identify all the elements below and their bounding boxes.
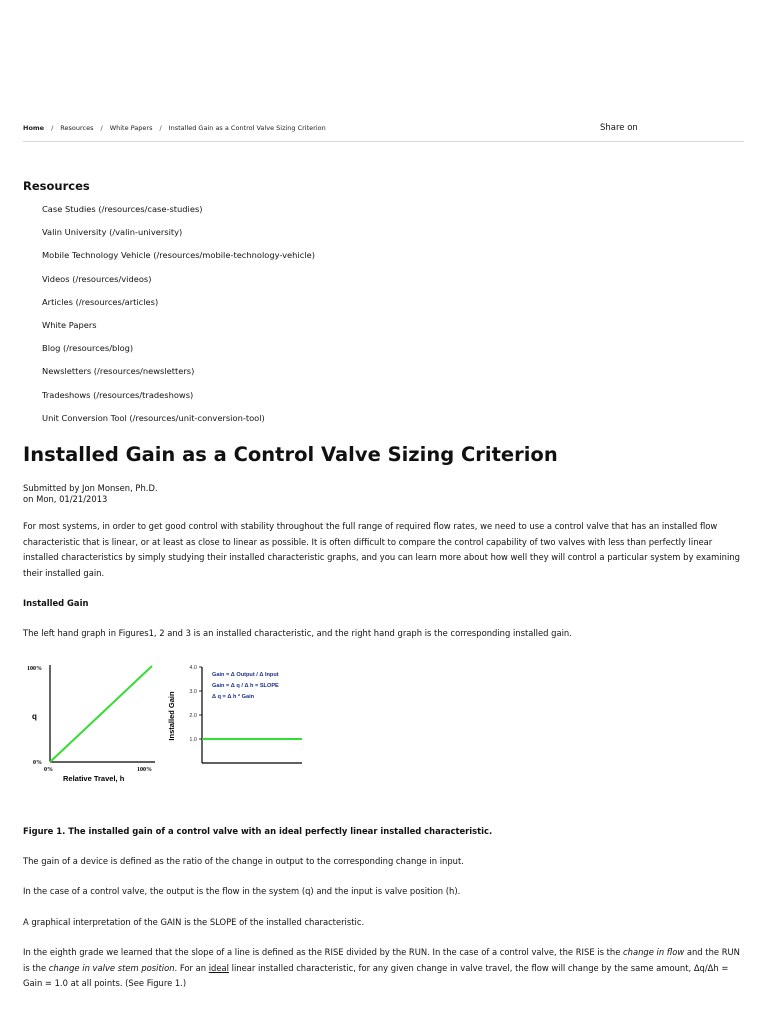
gain-legend xyxy=(212,672,279,700)
resource-link-mobile-technology-vehicle[interactable]: Mobile Technology Vehicle (/resources/mobile-technology-vehicle) xyxy=(42,250,315,261)
installed-characteristic-line xyxy=(50,666,152,762)
breadcrumb-white-papers-link[interactable]: White Papers xyxy=(109,124,153,132)
breadcrumb-separator: / xyxy=(159,124,162,132)
right-y-ticks xyxy=(189,665,202,743)
resource-link-case-studies[interactable]: Case Studies (/resources/case-studies) xyxy=(42,204,203,214)
gain-legend-line-2: Gain = Δ q / Δ h = SLOPE xyxy=(212,683,279,689)
right-y-tick-label: 1.0 xyxy=(189,737,197,743)
resources-item xyxy=(42,365,315,388)
right-y-tick-label: 3.0 xyxy=(189,689,197,695)
resource-current-white-papers[interactable]: White Papers xyxy=(42,319,97,330)
resources-item xyxy=(42,226,315,249)
resource-link-articles[interactable]: Articles (/resources/articles) xyxy=(42,296,159,307)
breadcrumb-resources-link[interactable]: Resources xyxy=(60,124,94,132)
article-author: Submitted by Jon Monsen, Ph.D. xyxy=(23,483,158,493)
article-paragraph-gain-definition: The gain of a device is defined as the ratio of the change in output to the corresponding change in input. xyxy=(23,856,464,866)
resource-link-unit-conversion-tool[interactable]: Unit Conversion Tool (/resources/unit-conversion-tool) xyxy=(42,412,265,423)
resources-heading: Resources xyxy=(23,179,90,193)
article-paragraph-slope: A graphical interpretation of the GAIN is the SLOPE of the installed characteristic. xyxy=(23,917,365,927)
article-meta xyxy=(23,483,158,505)
left-x-tick-left: 0% xyxy=(44,767,53,773)
article-title: Installed Gain as a Control Valve Sizing Criterion xyxy=(23,443,558,466)
share-on-label[interactable]: Share on xyxy=(600,123,638,133)
rise-run-text-2: and the RUN is the xyxy=(23,947,740,973)
right-y-axis-label: Installed Gain xyxy=(167,691,176,741)
resources-item xyxy=(42,296,315,319)
breadcrumb xyxy=(23,124,326,132)
breadcrumb-separator: / xyxy=(51,124,54,132)
resource-link-tradeshows[interactable]: Tradeshows (/resources/tradeshows) xyxy=(42,389,194,400)
article-paragraph-rise-run xyxy=(23,945,745,992)
resources-item xyxy=(42,412,315,435)
rise-run-emphasis-flow: change in flow xyxy=(623,947,685,957)
installed-characteristic-graph xyxy=(27,665,155,783)
resource-link-newsletters[interactable]: Newsletters (/resources/newsletters) xyxy=(42,366,195,377)
resource-link-blog[interactable]: Blog (/resources/blog) xyxy=(42,343,134,354)
article-paragraph-valve-output: In the case of a control valve, the output is the flow in the system (q) and the input is valve position (h). xyxy=(23,886,461,896)
breadcrumb-home-link[interactable]: Home xyxy=(23,124,45,132)
breadcrumb-current-page: Installed Gain as a Control Valve Sizing Criterion xyxy=(168,124,326,132)
section-intro: The left hand graph in Figures1, 2 and 3 is an installed characteristic, and the right hand graph is the corresponding installed gain. xyxy=(23,628,572,638)
figure-1 xyxy=(22,658,322,788)
left-x-axis-label: Relative Travel, h xyxy=(63,774,125,783)
installed-gain-graph xyxy=(167,665,302,763)
resources-item xyxy=(42,273,315,296)
left-y-tick-top: 100% xyxy=(27,666,42,672)
right-y-tick-label: 2.0 xyxy=(189,713,197,719)
rise-run-text-4: linear installed characteristic, for any given change in valve travel, the flow will change by the same amount, Δq/Δh = Gain = 1.0 at all points. (See Figure 1.) xyxy=(23,962,729,989)
section-heading-installed-gain: Installed Gain xyxy=(23,598,89,608)
resources-item xyxy=(42,319,315,342)
gain-legend-line-3: Δ q = Δ h * Gain xyxy=(212,694,255,700)
article-date: on Mon, 01/21/2013 xyxy=(23,494,108,504)
resources-item xyxy=(42,342,315,365)
rise-run-underline-ideal: ideal xyxy=(208,962,229,973)
resources-item xyxy=(42,249,315,272)
resources-list xyxy=(42,203,315,435)
resources-item xyxy=(42,203,315,226)
left-x-tick-right: 100% xyxy=(137,767,152,773)
rise-run-text-3: . For an xyxy=(174,962,209,973)
gain-legend-line-1: Gain = Δ Output / Δ Input xyxy=(212,672,279,678)
rise-run-emphasis-stem: change in valve stem position xyxy=(48,962,175,973)
rise-run-text-1: In the eighth grade we learned that the slope of a line is defined as the RISE divided by the RUN. In the case of a control valve, the RISE is the xyxy=(23,947,624,957)
right-y-tick-label: 4.0 xyxy=(189,665,197,671)
left-y-axis-label: q xyxy=(32,712,37,721)
figure-1-graphs xyxy=(22,658,322,788)
resource-link-valin-university[interactable]: Valin University (/valin-university) xyxy=(42,227,183,238)
left-y-tick-bottom: 0% xyxy=(33,760,42,766)
breadcrumb-separator: / xyxy=(100,124,103,132)
article-intro: For most systems, in order to get good control with stability throughout the full range of required flow rates, we need to use a control valve that has an installed flow characteristic that is linear, or at least as close to linear as possible. It is often difficult to compare the control capability of two valves with less than perfectly linear installed characteristics by simply studying their installed characteristic graphs, and you can learn more about how well they will control a particular system by examining their installed gain. xyxy=(23,521,740,578)
figure-1-caption: Figure 1. The installed gain of a control valve with an ideal perfectly linear installed characteristic. xyxy=(23,826,493,836)
header-divider xyxy=(23,141,744,142)
resource-link-videos[interactable]: Videos (/resources/videos) xyxy=(42,273,152,284)
resources-item xyxy=(42,389,315,412)
